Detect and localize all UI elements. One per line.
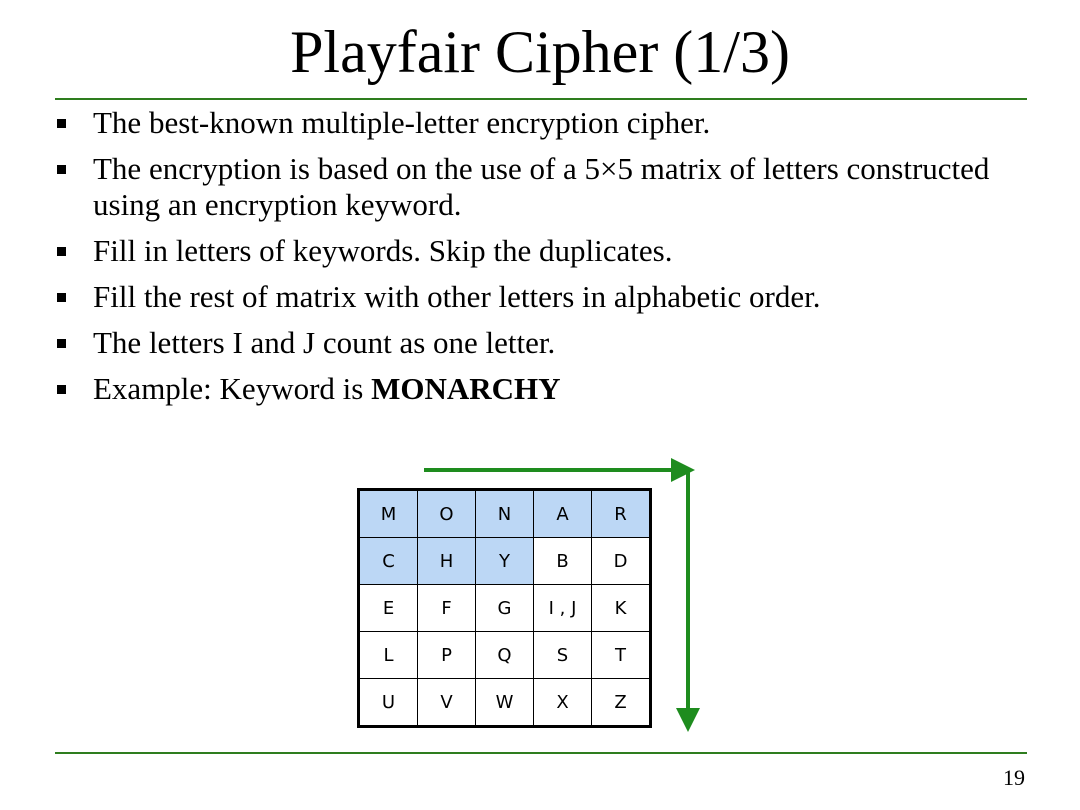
matrix-cell: I , J bbox=[534, 585, 592, 632]
bullet-square-icon bbox=[57, 165, 66, 174]
matrix-row bbox=[359, 632, 651, 679]
matrix-cell: R bbox=[592, 490, 651, 538]
slide-title: Playfair Cipher (1/3) bbox=[290, 19, 790, 85]
matrix-cell: M bbox=[359, 490, 418, 538]
matrix-row bbox=[359, 538, 651, 585]
matrix-cell: X bbox=[534, 679, 592, 727]
matrix-cell: H bbox=[418, 538, 476, 585]
bullet-item: The letters I and J count as one letter. bbox=[55, 325, 1035, 361]
matrix-cell: G bbox=[476, 585, 534, 632]
matrix-cell: V bbox=[418, 679, 476, 727]
bullet-item: The encryption is based on the use of a 5×5 matrix of letters constructed using an encryption keyword. bbox=[55, 151, 1035, 223]
matrix-cell: Q bbox=[476, 632, 534, 679]
matrix-cell: W bbox=[476, 679, 534, 727]
bullet-item: Fill in letters of keywords. Skip the duplicates. bbox=[55, 233, 1035, 269]
matrix-cell: T bbox=[592, 632, 651, 679]
bullet-square-icon bbox=[57, 385, 66, 394]
bullet-item: The best-known multiple-letter encryption cipher. bbox=[55, 105, 1035, 141]
keyword: MONARCHY bbox=[371, 371, 561, 406]
matrix-cell: U bbox=[359, 679, 418, 727]
matrix-cell: S bbox=[534, 632, 592, 679]
bullet-list bbox=[55, 105, 1035, 417]
bullet-item: Fill the rest of matrix with other letters in alphabetic order. bbox=[55, 279, 1035, 315]
matrix-cell: N bbox=[476, 490, 534, 538]
matrix-cell: L bbox=[359, 632, 418, 679]
footer-divider bbox=[55, 752, 1027, 754]
matrix-cell: D bbox=[592, 538, 651, 585]
matrix-cell: F bbox=[418, 585, 476, 632]
title-divider bbox=[55, 98, 1027, 100]
matrix-cell: P bbox=[418, 632, 476, 679]
matrix-cell: A bbox=[534, 490, 592, 538]
matrix-row bbox=[359, 585, 651, 632]
page-number: 19 bbox=[1003, 765, 1025, 790]
bullet-square-icon bbox=[57, 339, 66, 348]
bullet-square-icon bbox=[57, 247, 66, 256]
playfair-matrix bbox=[357, 488, 652, 728]
matrix-row bbox=[359, 490, 651, 538]
bullet-square-icon bbox=[57, 293, 66, 302]
matrix-cell: Y bbox=[476, 538, 534, 585]
matrix-cell: B bbox=[534, 538, 592, 585]
matrix-cell: C bbox=[359, 538, 418, 585]
matrix-cell: E bbox=[359, 585, 418, 632]
matrix-row bbox=[359, 679, 651, 727]
matrix-cell: K bbox=[592, 585, 651, 632]
bullet-square-icon bbox=[57, 119, 66, 128]
matrix-cell: O bbox=[418, 490, 476, 538]
bullet-item: Example: Keyword is MONARCHY bbox=[55, 371, 1035, 407]
matrix-cell: Z bbox=[592, 679, 651, 727]
playfair-matrix-container bbox=[357, 488, 652, 728]
